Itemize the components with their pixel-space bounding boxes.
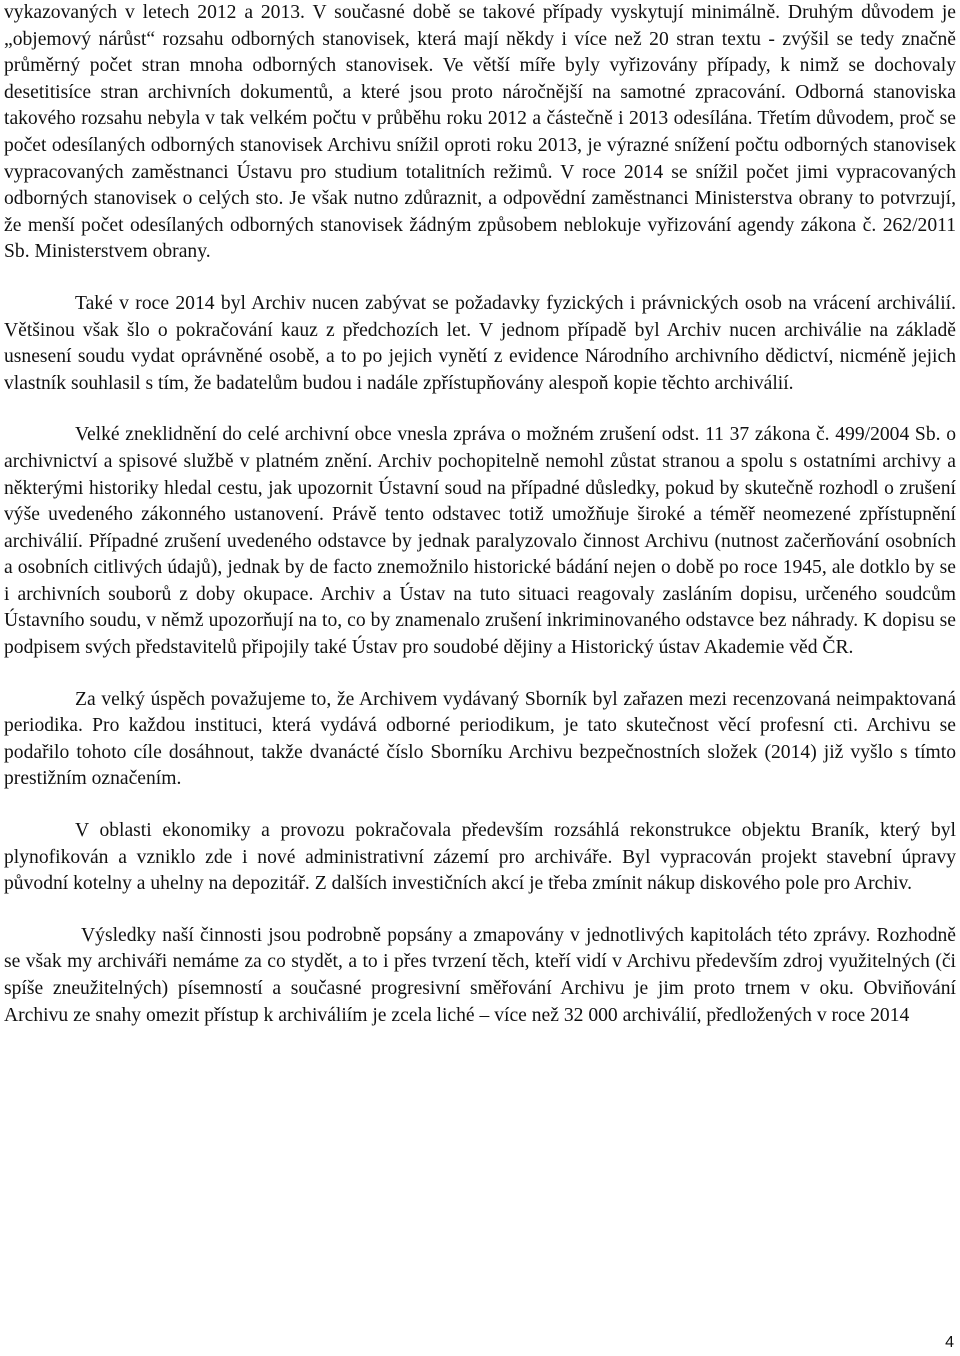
paragraph-gap bbox=[4, 898, 956, 923]
page-number: 4 bbox=[945, 1334, 954, 1351]
paragraph-gap bbox=[4, 397, 956, 422]
paragraph-sbornik: Za velký úspěch považujeme to, že Archivem vydávaný Sborník byl zařazen mezi recenzovaná neimpaktovaná periodika. Pro každou instituci, která vydává odborné periodikum, je tato skutečnost věcí profesní cti. Archivu se podařilo tohoto cíle dosáhnout, takže dvanácté číslo Sborníku Archivu bezpečnostních složek (2014) již vyšlo s tímto prestižním označením. bbox=[4, 688, 956, 790]
paragraph-gap bbox=[4, 266, 956, 291]
paragraph-zruseni-odstavce: Velké zneklidnění do celé archivní obce vnesla zpráva o možném zrušení odst. 11 37 zákona č. 499/2004 Sb. o archivnictví a spisové službě v platném znění. Archiv pochopitelně nemohl zůstat stranou a spolu s ostatními archivy a některými historiky hledal cestu, jak upozornit Ústavní soud na případné důsledky, pokud by skutečně rozhodl o zrušení výše uvedeného zákonného ustanovení. Právě tento odstavec totiž umožňuje široké a téměř neomezené zpřístupnění archiválií. Případné zrušení uvedeného odstavce by jednak paralyzovalo činnost Archivu (nutnost začerňování osobních a osobních citlivých údajů), jednak by de facto znemožnilo historické bádání nejen o době po roce 1945, ale dotklo by se i archivních souborů z doby okupace. Archiv a Ústav na tuto situaci reagovaly zasláním dopisu, určeného soudcům Ústavního soudu, v němž upozorňují na to, co by znamenalo zrušení inkriminovaného odstavce bez náhrady. K dopisu se podpisem svých představitelů připojily také Ústav pro soudobé dějiny a Historický ústav Akademie věd ČR. bbox=[4, 424, 956, 659]
paragraph-gap bbox=[4, 793, 956, 818]
paragraph-vraceni-archivalii: Také v roce 2014 byl Archiv nucen zabývat se požadavky fyzických i právnických osob na vrácení archiválií. Většinou však šlo o pokračování kauz z předchozích let. V jednom případě byl Archiv nucen archiválie na základě usnesení soudu vydat oprávněné osobě, a to po jejich vynětí z evidence Národního archivního dědictví, nicméně jejich vlastník souhlasil s tím, že badatelům budou i nadále zpřístupňovány alespoň kopie těchto archiválií. bbox=[4, 292, 956, 394]
document-page bbox=[4, 0, 956, 1029]
paragraph-vysledky-cinnosti: Výsledky naší činnosti jsou podrobně popsány a zmapovány v jednotlivých kapitolách této zprávy. Rozhodně se však my archiváři nemáme za co stydět, a to i přes tvrzení těch, kteří vidí v Archivu především zdroj využitelných (či spíše zneužitelných) písemností a současné progresivní směřování Archivu je jim proto trnem v oku. Obviňování Archivu ze snahy omezit přístup k archiváliím je zcela liché – více než 32 000 archiválií, předložených v roce 2014 bbox=[4, 924, 956, 1026]
paragraph-odborna-stanoviska: vykazovaných v letech 2012 a 2013. V současné době se takové případy vyskytují minimálně. Druhým důvodem je „objemový nárůst“ rozsahu odborných stanovisek, která mají někdy i více než 20 stran textu - zvýšil se tedy značně průměrný počet stran mnoha odborných stanovisek. Ve větší míře byly vyřizovány případy, k nimž se dochovaly desetitisíce stran archivních dokumentů, a které jsou proto náročnější na samotné zpracování. Odborná stanoviska takového rozsahu nebyla v tak velkém počtu v průběhu roku 2012 a částečně i 2013 odesílána. Třetím důvodem, proč se počet odesílaných odborných stanovisek Archivu snížil oproti roku 2013, je výrazné snížení počtu odborných stanovisek vypracovaných zaměstnanci Ústavu pro studium totalitních režimů. V roce 2014 se snížil počet jimi vypracovaných odborných stanovisek o celých sto. Je však nutno zdůraznit, a odpovědní zaměstnanci Ministerstva obrany to potvrzují, že menší počet odesílaných odborných stanovisek žádným způsobem neblokuje vyřizování agendy zákona č. 262/2011 Sb. Ministerstvem obrany. bbox=[4, 2, 956, 263]
paragraph-gap bbox=[4, 662, 956, 687]
paragraph-ekonomika-provoz: V oblasti ekonomiky a provozu pokračovala především rozsáhlá rekonstrukce objektu Braník, který byl plynofikován a vzniklo zde i nové administrativní zázemí pro archiváře. Byl vypracován projekt stavební úpravy původní kotelny a uhelny na depozitář. Z dalších investičních akcí je třeba zmínit nákup diskového pole pro Archiv. bbox=[4, 820, 956, 895]
